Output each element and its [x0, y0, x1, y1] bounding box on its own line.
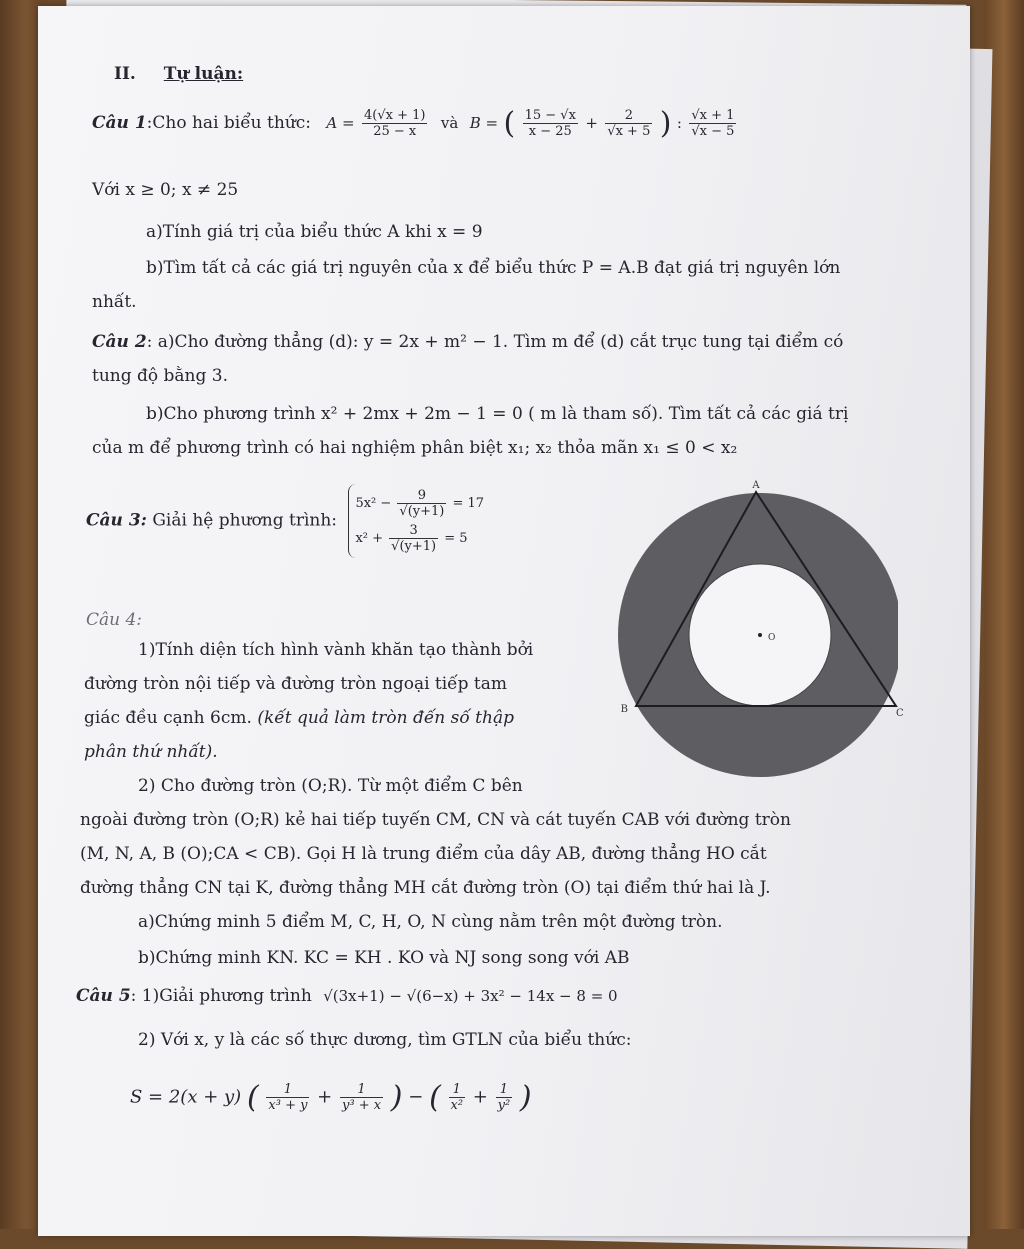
q3-eq1-numerator: 9	[397, 488, 446, 504]
q1-condition: Với x ≥ 0; x ≠ 25	[92, 180, 239, 200]
q1-part-b-line1: b)Tìm tất cả các giá trị nguyên của x để biểu thức P = A.B đạt giá trị nguyên lớn	[146, 258, 841, 278]
q5-S-f4-denominator: y²	[497, 1098, 511, 1113]
q1-part-b-line2: nhất.	[92, 292, 137, 312]
q3-eq2-fraction	[389, 523, 438, 554]
q1-B-f1-numerator: 15 − √x	[524, 108, 576, 123]
q1-label: Câu 1	[92, 113, 147, 133]
q1-A-lhs: A =	[326, 114, 355, 132]
wood-background-left	[0, 0, 42, 1229]
q3-eq2-numerator: 3	[389, 523, 438, 539]
q3-system	[348, 484, 484, 558]
q5-S-expression	[130, 1080, 532, 1115]
q1-plus: +	[585, 114, 598, 132]
q4-p2-line2: ngoài đường tròn (O;R) kẻ hai tiếp tuyến CM, CN và cát tuyến CAB với đường tròn	[80, 810, 791, 830]
q5-S-f3-denominator: x²	[450, 1098, 464, 1113]
q2-part-b-line1: b)Cho phương trình x² + 2mx + 2m − 1 = 0 ( m là tham số). Tìm tất cả các giá trị	[146, 404, 849, 424]
q5-S-fraction-4	[496, 1082, 513, 1113]
q4-label: Câu 4:	[86, 610, 143, 630]
q4-p1-line3-a: giác đều cạnh 6cm.	[84, 708, 252, 728]
q5-part1-equation: √(3x+1) − √(6−x) + 3x² − 14x − 8 = 0	[323, 987, 618, 1005]
q1-A-numerator: 4(√x + 1)	[364, 108, 426, 123]
q5-S-f1-denominator: x³ + y	[268, 1098, 308, 1113]
q5-plus-2: +	[472, 1086, 488, 1108]
q5-label: Câu 5	[76, 986, 131, 1006]
q5-part1-text: : 1)Giải phương trình	[130, 986, 312, 1006]
q5-S-fraction-2	[340, 1082, 383, 1113]
vertex-label-c: C	[896, 708, 904, 719]
q4-part-a: a)Chứng minh 5 điểm M, C, H, O, N cùng nằm trên một đường tròn.	[138, 912, 723, 932]
q5-close-paren-1: )	[390, 1080, 403, 1115]
q1-B-f2-denominator: √x + 5	[607, 124, 651, 139]
q1-open-paren: (	[503, 106, 516, 141]
q5-S-f4-numerator: 1	[496, 1082, 513, 1098]
q5-open-paren-1: (	[246, 1080, 259, 1115]
q1-B-fraction-3	[689, 108, 736, 139]
center-point	[758, 633, 762, 637]
vertex-label-b: B	[620, 704, 628, 715]
q5-S-f2-numerator: 1	[340, 1082, 383, 1098]
q5-open-paren-2: (	[429, 1080, 441, 1115]
q1-B-f3-denominator: √x − 5	[691, 124, 735, 139]
q4-p1-line3	[84, 708, 514, 728]
q1-B-fraction-1	[523, 108, 578, 139]
q1-and: và	[440, 114, 459, 132]
q4-part-b: b)Chứng minh KN. KC = KH . KO và NJ song song với AB	[138, 948, 630, 968]
q5-S-f2-denominator: y³ + x	[342, 1098, 382, 1113]
q4-p2-line4: đường thẳng CN tại K, đường thẳng MH cắt đường tròn (O) tại điểm thứ hai là J.	[80, 878, 771, 898]
q3-eq2-pre: x² +	[355, 531, 384, 546]
q2-part-a-line2: tung độ bằng 3.	[92, 366, 229, 386]
q2-part-b-line2: của m để phương trình có hai nghiệm phân biệt x₁; x₂ thỏa mãn x₁ ≤ 0 < x₂	[92, 438, 738, 458]
q4-p2-line3: (M, N, A, B (O);CA < CB). Gọi H là trung điểm của dây AB, đường thẳng HO cắt	[80, 844, 767, 864]
q4-p1-line1: 1)Tính diện tích hình vành khăn tạo thành bởi	[138, 640, 534, 660]
q5-part1	[76, 986, 618, 1006]
q1-B-lhs: B =	[469, 114, 499, 132]
q5-S-prefix: S = 2(x + y)	[130, 1086, 242, 1108]
q3-eq2-post: = 5	[444, 531, 468, 546]
q5-minus: −	[408, 1086, 424, 1108]
q4-p1-line2: đường tròn nội tiếp và đường tròn ngoại tiếp tam	[84, 674, 508, 694]
q3-eq1-pre: 5x² −	[355, 496, 392, 511]
q2-part-a-text: : a)Cho đường thẳng (d): y = 2x + m² − 1. Tìm m để (d) cắt trục tung tại điểm có	[146, 332, 844, 352]
section-title: Tự luận:	[163, 64, 244, 84]
q2-part-a-line1	[92, 332, 843, 352]
q3-eq1-post: = 17	[452, 496, 485, 511]
q3-equation-2	[355, 523, 484, 554]
q3-line	[86, 484, 484, 558]
wood-background-right	[984, 0, 1024, 1229]
q1-colon: :	[676, 114, 682, 132]
q4-p2-line1: 2) Cho đường tròn (O;R). Từ một điểm C bên	[138, 776, 523, 796]
q3-eq2-denominator: √(y+1)	[391, 539, 437, 554]
q5-S-fraction-1	[266, 1082, 309, 1113]
annulus-figure	[578, 480, 904, 790]
q3-eq1-denominator: √(y+1)	[399, 504, 445, 519]
q1-line	[92, 106, 738, 141]
q1-close-paren: )	[659, 106, 672, 141]
q3-label: Câu 3:	[86, 510, 147, 531]
exam-paper	[38, 6, 970, 1236]
q1-B-fraction-2	[605, 108, 652, 139]
q3-equation-1	[355, 488, 484, 519]
section-heading	[114, 64, 243, 84]
center-label-o: O	[768, 633, 776, 643]
q5-part2: 2) Với x, y là các số thực dương, tìm GTLN của biểu thức:	[138, 1030, 632, 1050]
q1-B-f3-numerator: √x + 1	[691, 108, 735, 123]
q3-eq1-fraction	[397, 488, 446, 519]
q1-A-fraction	[362, 108, 427, 139]
q5-S-fraction-3	[449, 1082, 466, 1113]
q5-close-paren-2: )	[519, 1080, 532, 1115]
q1-A-denominator: 25 − x	[373, 124, 417, 139]
q1-part-a: a)Tính giá trị của biểu thức A khi x = 9	[146, 222, 483, 242]
q1-intro: :Cho hai biểu thức:	[146, 113, 312, 133]
q4-p1-line3-b: (kết quả làm tròn đến số thập	[257, 708, 514, 728]
q4-p1-line4: phân thứ nhất).	[84, 742, 218, 762]
q2-label: Câu 2	[92, 332, 147, 352]
vertex-label-a: A	[752, 480, 760, 491]
q5-plus-1: +	[317, 1086, 333, 1108]
section-number: II.	[114, 64, 136, 84]
q3-text: Giải hệ phương trình:	[152, 510, 338, 531]
q1-B-f1-denominator: x − 25	[528, 124, 572, 139]
q1-B-f2-numerator: 2	[605, 108, 652, 124]
q5-S-f3-numerator: 1	[449, 1082, 466, 1098]
q5-S-f1-numerator: 1	[266, 1082, 309, 1098]
